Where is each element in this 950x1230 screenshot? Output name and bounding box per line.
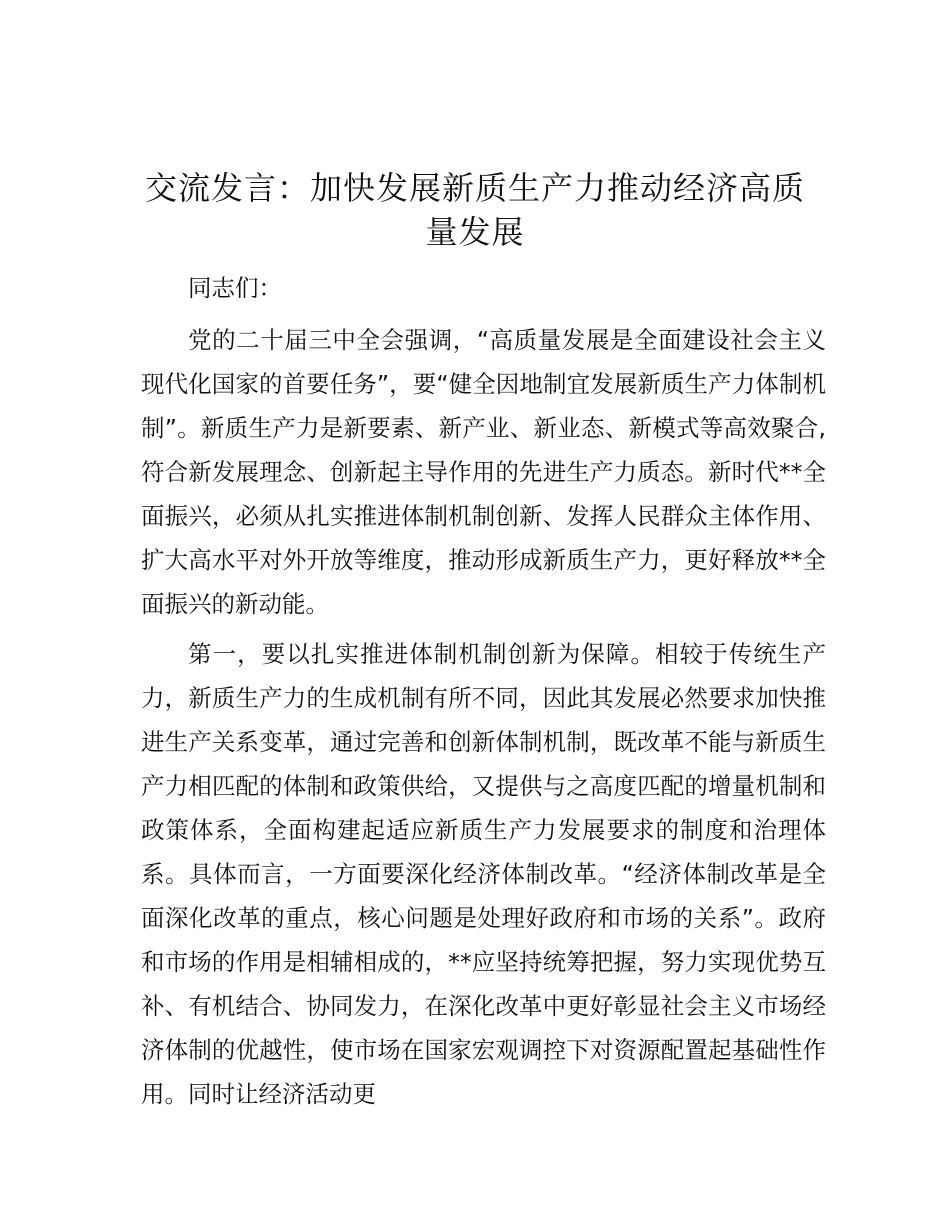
paragraph-1: 党的二十届三中全会强调，“高质量发展是全面建设社会主义现代化国家的首要任务”，要“健全因地制宜发展新质生产力体制机制”。新质生产力是新要素、新产业、新业态、新模式等高效聚合,符合新发展理念、创新起主导作用的先进生产力质态。新时代**全面振兴，必须从扎实推进体制机制创新、发挥人民群众主体作用、扩大高水平对外开放等维度，推动形成新质生产力，更好释放**全面振兴的新动能。 [141,326,826,618]
salutation: 同志们： [188,274,282,302]
document-title: 交流发言：加快发展新质生产力推动经济高质量发展 [144,169,805,251]
paragraph-2: 第一，要以扎实推进体制机制创新为保障。相较于传统生产力，新质生产力的生成机制有所不同，因此其发展必然要求加快推进生产关系变革，通过完善和创新体制机制，既改革不能与新质生产力相匹配的体制和政策供给，又提供与之高度匹配的增量机制和政策体系，全面构建起适应新质生产力发展要求的制度和治理体系。具体而言，一方面要深化经济体制改革。“经济体制改革是全面深化改革的重点，核心问题是处理好政府和市场的关系”。政府和市场的作用是相辅相成的，**应坚持统筹把握，努力实现优势互补、有机结合、协同发力，在深化改革中更好彰显社会主义市场经济体制的优越性，使市场在国家宏观调控下对资源配置起基础性作用。同时让经济活动更 [141,640,826,1108]
